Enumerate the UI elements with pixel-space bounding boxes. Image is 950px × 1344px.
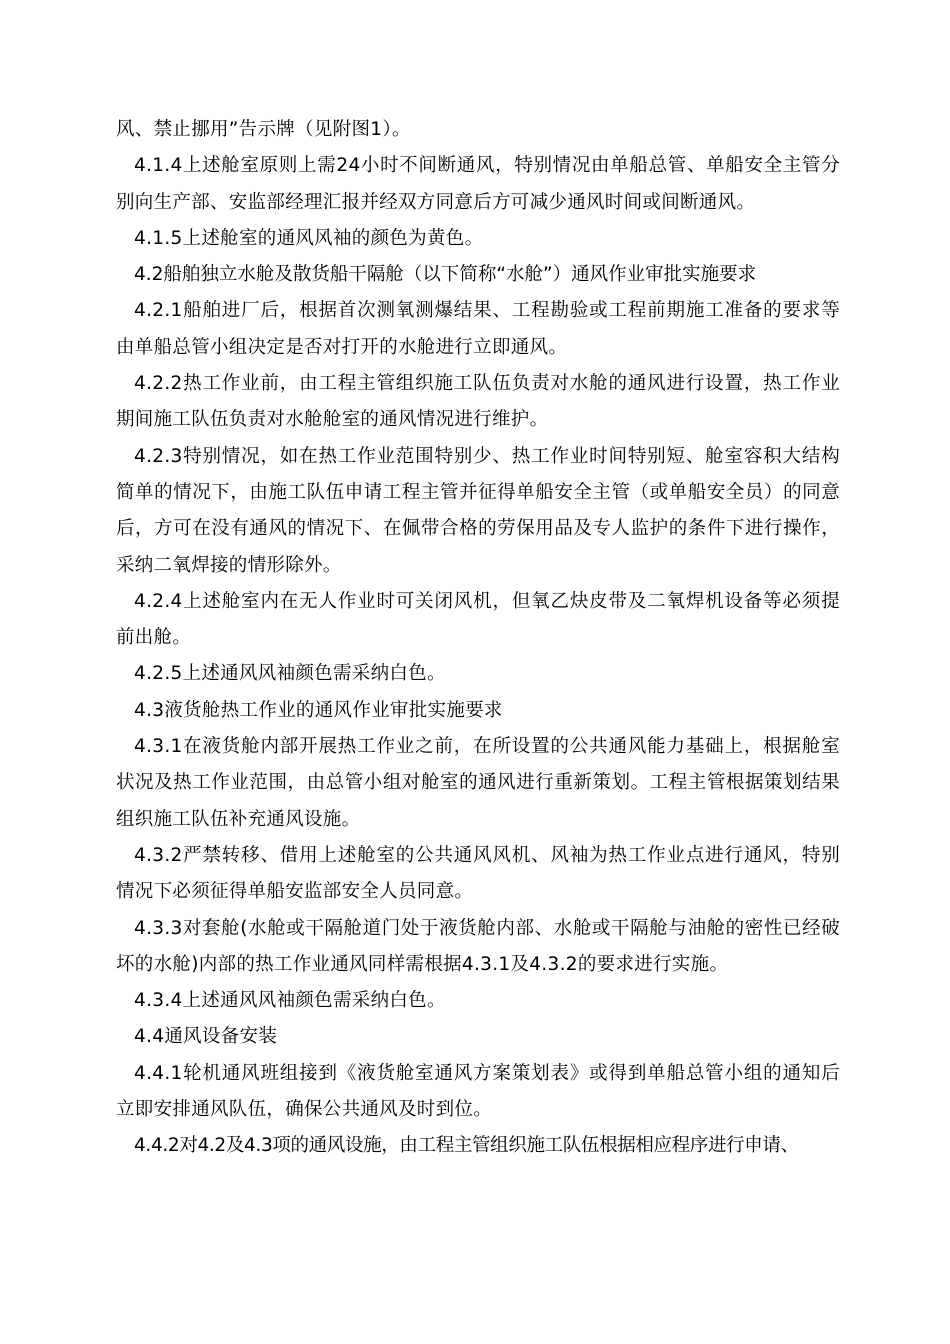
paragraph-4-3-2: 4.3.2严禁转移、借用上述舱室的公共通风风机、风袖为热工作业点进行通风，特别情况下必须征得单船安监部安全人员同意。 [116, 844, 840, 903]
paragraph-4-2-2: 4.2.2热工作业前，由工程主管组织施工队伍负责对水舱的通风进行设置，热工作业期间施工队伍负责对水舱舱室的通风情况进行维护。 [116, 373, 840, 431]
paragraph-4-1-4: 4.1.4上述舱室原则上需24小时不间断通风，特别情况由单船总管、单船安全主管分别向生产部、安监部经理汇报并经双方同意后方可减少通风时间或间断通风。 [116, 155, 840, 213]
paragraph-4-3-4: 4.3.4上述通风风袖颜色需采纳白色。 [134, 990, 446, 1012]
paragraph-4-3-3: 4.3.3对套舱(水舱或干隔舱道门处于液货舱内部、水舱或干隔舱与油舱的密性已经破坏的水舱)内部的热工作业通风同样需根据4.3.1及4.3.2的要求进行实施。 [116, 917, 840, 975]
paragraph-4-3-1: 4.3.1在液货舱内部开展热工作业之前，在所设置的公共通风能力基础上，根据舱室状况及热工作业范围，由总管小组对舱室的通风进行重新策划。工程主管根据策划结果组织施工队伍补充通风设施。 [116, 736, 840, 830]
paragraph-4-4-1: 4.4.1轮机通风班组接到《液货舱室通风方案策划表》或得到单船总管小组的通知后立即安排通风队伍，确保公共通风及时到位。 [116, 1062, 840, 1121]
paragraph-4-4-2: 4.4.2对4.2及4.3项的通风设施，由工程主管组织施工队伍根据相应程序进行申请、 [134, 1135, 799, 1157]
paragraph-4-1-5: 4.1.5上述舱室的通风风袖的颜色为黄色。 [134, 227, 484, 249]
heading-4-3: 4.3液货舱热工作业的通风作业审批实施要求 [134, 699, 503, 721]
paragraph-continuation: 风、禁止挪用”告示牌（见附图1）。 [116, 119, 411, 140]
heading-4-4: 4.4通风设备安装 [134, 1026, 278, 1048]
document-page [116, 112, 840, 1165]
heading-4-2: 4.2船舶独立水舱及散货船干隔舱（以下简称“水舱”）通风作业审批实施要求 [134, 264, 757, 286]
paragraph-4-2-1: 4.2.1船舶进厂后，根据首次测氧测爆结果、工程勘验或工程前期施工准备的要求等由单船总管小组决定是否对打开的水舱进行立即通风。 [116, 300, 840, 358]
paragraph-4-2-4: 4.2.4上述舱室内在无人作业时可关闭风机，但氧乙炔皮带及二氧焊机设备等必须提前出舱。 [116, 590, 840, 649]
paragraph-4-2-3: 4.2.3特别情况，如在热工作业范围特别少、热工作业时间特别短、舱室容积大结构简单的情况下，由施工队伍申请工程主管并征得单船安全主管（或单船安全员）的同意后，方可在没有通风的情况下、在佩带合格的劳保用品及专人监护的条件下进行操作，采纳二氧焊接的情形除外。 [116, 445, 840, 576]
paragraph-4-2-5: 4.2.5上述通风风袖颜色需采纳白色。 [134, 663, 446, 685]
